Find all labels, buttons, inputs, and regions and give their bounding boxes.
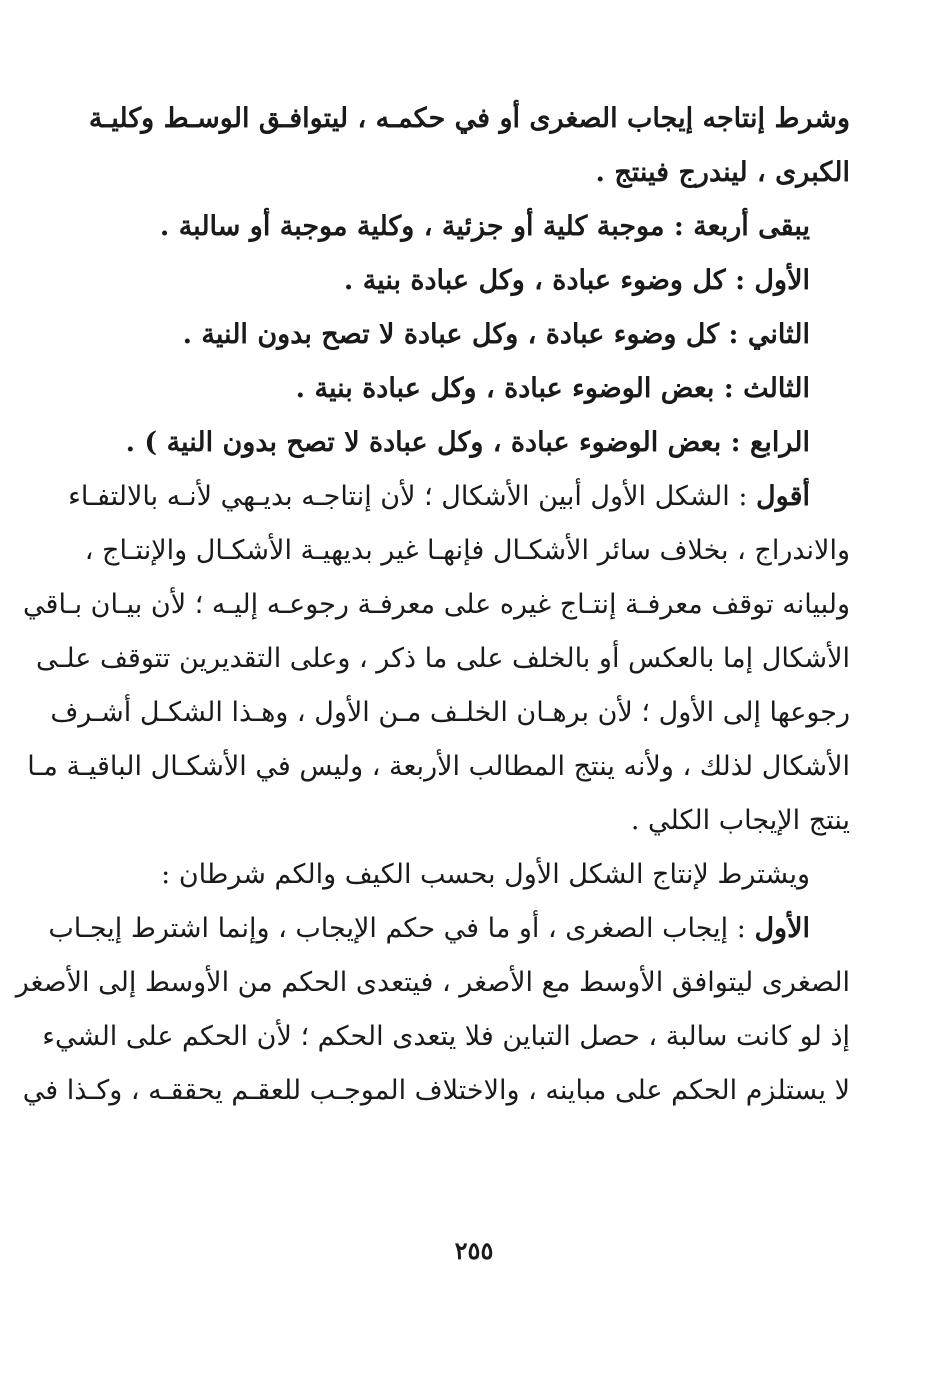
text-line: الثاني : كل وضوء عبادة ، وكل عبادة لا تصح بدون النية . bbox=[182, 319, 810, 350]
main-text bbox=[15, 92, 850, 1118]
text-line: ينتج الإيجاب الكلي . bbox=[630, 805, 850, 836]
text-line: رجوعها إلى الأول ؛ لأن برهـان الخلـف مـن الأول ، وهـذا الشكـل أشـرف bbox=[50, 697, 850, 728]
text-line: والاندراج ، بخلاف سائر الأشكـال فإنهـا غير بديهيـة الأشكـال والإنتـاج ، bbox=[84, 535, 850, 566]
text-line: يبقى أربعة : موجبة كلية أو جزئية ، وكلية موجبة أو سالبة . bbox=[159, 211, 810, 242]
text-line: الأول : كل وضوء عبادة ، وكل عبادة بنية . bbox=[343, 265, 810, 296]
paragraph-term: أقول bbox=[756, 481, 810, 512]
text-line: الأشكال إما بالعكس أو بالخلف على ما ذكر ، وعلى التقديرين تتوقف علـى bbox=[35, 643, 850, 674]
text-line: ولبيانه توقف معرفـة إنتـاج غيره على معرفـة رجوعـه إليـه ؛ لأن بيـان بـاقي bbox=[23, 589, 850, 620]
paragraph-text: : الشكل الأول أبين الأشكال ؛ لأن إنتاجـه بديـهي لأنـه بالالتفـاء bbox=[68, 481, 757, 512]
paragraph-term: الأول bbox=[754, 913, 810, 944]
text-line: الأشكال لذلك ، ولأنه ينتج المطالب الأربعة ، وليس في الأشكـال الباقيـة مـا bbox=[27, 751, 850, 782]
text-line: الثالث : بعض الوضوء عبادة ، وكل عبادة بنية . bbox=[295, 373, 810, 404]
paragraph-first-line bbox=[68, 470, 850, 524]
text-line: الرابع : بعض الوضوء عبادة ، وكل عبادة لا تصح بدون النية ) . bbox=[125, 427, 810, 458]
paragraph-text: : إيجاب الصغرى ، أو ما في حكم الإيجاب ، وإنما اشترط إيجـاب bbox=[48, 913, 755, 944]
paragraph-first-line bbox=[48, 902, 850, 956]
text-line: الكبرى ، ليندرج فينتج . bbox=[595, 157, 850, 188]
text-line: الصغرى ليتوافق الأوسط مع الأصغر ، فيتعدى الحكم من الأوسط إلى الأصغر bbox=[15, 967, 850, 998]
text-line: إذ لو كانت سالبة ، حصل التباين فلا يتعدى الحكم ؛ لأن الحكم على الشيء bbox=[42, 1021, 850, 1052]
text-line: ويشترط لإنتاج الشكل الأول بحسب الكيف والكم شرطان : bbox=[161, 859, 810, 890]
text-line: لا يستلزم الحكم على مباينه ، والاختلاف الموجـب للعقـم يحققـه ، وكـذا في bbox=[22, 1075, 850, 1106]
page-number: ٢٥٥ bbox=[454, 1236, 494, 1265]
text-line: وشرط إنتاجه إيجاب الصغرى أو في حكمـه ، ليتوافـق الوسـط وكليـة bbox=[88, 103, 850, 134]
